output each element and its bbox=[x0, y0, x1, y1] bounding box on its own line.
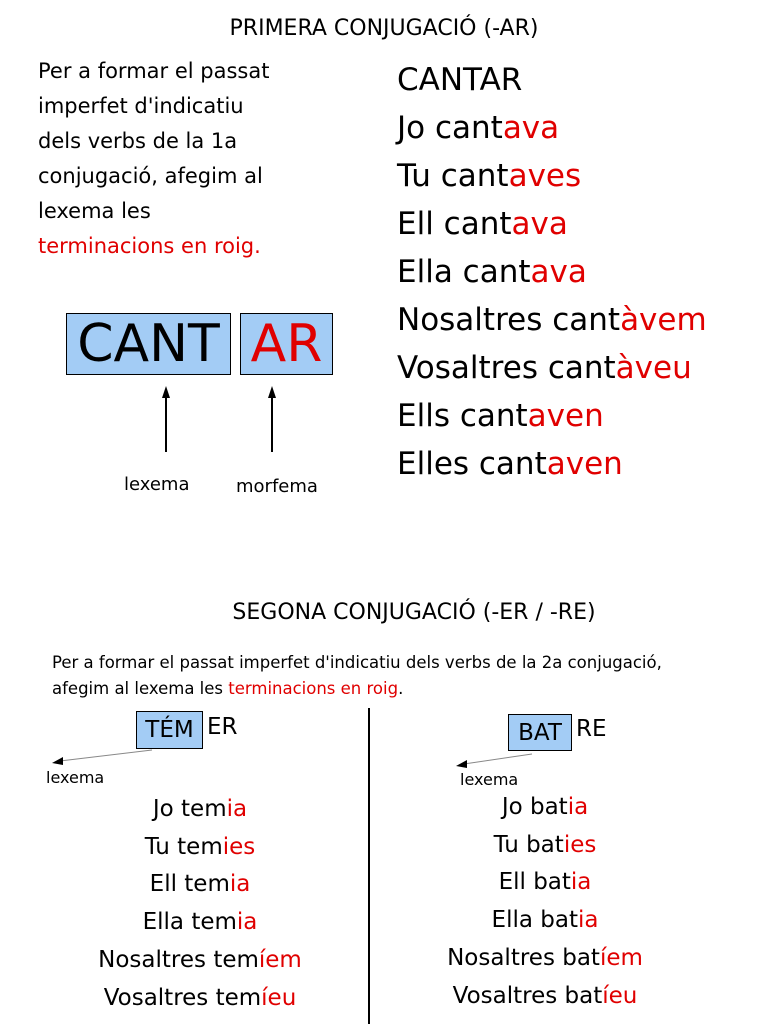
intro-line: imperfet d'indicatiu bbox=[38, 94, 244, 118]
conjugation-row bbox=[397, 440, 707, 488]
column-divider bbox=[368, 708, 370, 1024]
conjugation-ending: íem bbox=[258, 946, 302, 973]
conjugation-ending: ies bbox=[563, 831, 597, 858]
conjugation-ending: ia bbox=[570, 869, 592, 896]
conjugation-stem: Jo bat bbox=[501, 794, 568, 820]
conjugation-ending: ava bbox=[530, 254, 587, 290]
conjugation-row bbox=[385, 827, 705, 865]
conjugation-list-temer bbox=[40, 791, 360, 1017]
intro-line: Per a formar el passat imperfet d'indicatiu dels verbs de la 2a conjugació, bbox=[52, 653, 662, 672]
conjugation-stem: Ella cant bbox=[397, 254, 531, 290]
section1-title: PRIMERA CONJUGACIÓ (-AR) bbox=[229, 16, 539, 41]
conjugation-stem: Nosaltres cant bbox=[397, 302, 621, 338]
conjugation-ending: ia bbox=[236, 909, 258, 936]
conjugation-stem: Jo tem bbox=[152, 796, 227, 822]
label-morfema: morfema bbox=[236, 476, 318, 497]
intro-line: Per a formar el passat bbox=[38, 59, 270, 83]
conjugation-list-batre bbox=[385, 789, 705, 1015]
stem-box-tem: TÉM bbox=[136, 711, 203, 749]
stem-box-cant: CANT bbox=[66, 313, 231, 375]
intro-line bbox=[52, 676, 662, 702]
conjugation-row bbox=[385, 902, 705, 940]
ending-er: ER bbox=[207, 714, 238, 740]
conjugation-stem: Ella bat bbox=[491, 907, 578, 934]
conjugation-row bbox=[40, 866, 360, 904]
conjugation-ending: aven bbox=[546, 446, 623, 482]
conjugation-ending: ia bbox=[577, 907, 599, 934]
conjugation-ending: aven bbox=[527, 398, 604, 434]
conjugation-ending: ava bbox=[511, 206, 568, 242]
conjugation-stem: Vosaltres cant bbox=[397, 350, 616, 386]
conjugation-ending: àvem bbox=[620, 302, 707, 338]
conjugation-ending: ies bbox=[222, 833, 256, 860]
intro-period: . bbox=[398, 679, 404, 698]
conjugation-ending: ia bbox=[567, 794, 589, 820]
conjugation-stem: Ell cant bbox=[397, 206, 512, 242]
conjugation-row bbox=[385, 940, 705, 978]
conjugation-row bbox=[385, 978, 705, 1016]
conjugation-ending: ia bbox=[226, 796, 248, 822]
conjugation-stem: Jo cant bbox=[397, 110, 503, 146]
intro-text: afegim al lexema les bbox=[52, 679, 229, 698]
section2-title: SEGONA CONJUGACIÓ (-ER / -RE) bbox=[232, 600, 596, 625]
label-lexema-left: lexema bbox=[46, 768, 105, 787]
conjugation-row bbox=[397, 296, 707, 344]
conjugation-row bbox=[397, 392, 707, 440]
conjugation-ending: ava bbox=[502, 110, 560, 146]
conjugation-stem: Vosaltres tem bbox=[103, 984, 262, 1011]
conjugation-stem: Tu cant bbox=[397, 158, 509, 194]
arrow-right-icon bbox=[448, 752, 536, 770]
arrow-left-icon bbox=[44, 748, 156, 768]
conjugation-row bbox=[40, 980, 360, 1018]
intro-line: dels verbs de la 1a bbox=[38, 129, 238, 153]
section2-intro bbox=[52, 650, 662, 702]
conjugation-row bbox=[40, 904, 360, 942]
conjugation-row bbox=[40, 791, 360, 829]
conjugation-ending: àveu bbox=[615, 350, 692, 386]
verb-title: CANTAR bbox=[397, 62, 523, 98]
label-lexema: lexema bbox=[124, 474, 190, 495]
conjugation-list-cantar bbox=[397, 104, 707, 488]
conjugation-ending: ia bbox=[229, 871, 251, 898]
conjugation-row bbox=[385, 864, 705, 902]
intro-line: lexema les bbox=[38, 199, 151, 223]
conjugation-ending: íeu bbox=[261, 984, 297, 1011]
conjugation-stem: Ells cant bbox=[397, 398, 528, 434]
intro-red-text: terminacions en roig bbox=[228, 679, 399, 698]
label-lexema-right: lexema bbox=[460, 770, 519, 789]
conjugation-ending: íem bbox=[599, 944, 643, 971]
conjugation-stem: Ell tem bbox=[149, 871, 230, 898]
section1-intro bbox=[38, 54, 358, 264]
ending-re: RE bbox=[576, 716, 607, 742]
intro-red-text: terminacions en roig. bbox=[38, 234, 261, 258]
conjugation-stem: Nosaltres tem bbox=[98, 946, 259, 973]
conjugation-ending: íeu bbox=[602, 982, 638, 1009]
conjugation-stem: Ella tem bbox=[142, 909, 237, 936]
intro-line: conjugació, afegim al bbox=[38, 164, 263, 188]
ending-box-ar: AR bbox=[240, 313, 333, 375]
conjugation-stem: Elles cant bbox=[397, 446, 547, 482]
conjugation-row bbox=[397, 248, 707, 296]
conjugation-stem: Nosaltres bat bbox=[447, 944, 600, 971]
conjugation-stem: Vosaltres bat bbox=[452, 982, 603, 1009]
conjugation-stem: Ell bat bbox=[498, 869, 571, 896]
conjugation-row bbox=[397, 200, 707, 248]
conjugation-stem: Tu bat bbox=[493, 831, 564, 858]
conjugation-row bbox=[397, 104, 707, 152]
conjugation-ending: aves bbox=[508, 158, 582, 194]
conjugation-row bbox=[40, 942, 360, 980]
conjugation-row bbox=[385, 789, 705, 827]
stem-box-bat: BAT bbox=[508, 714, 572, 751]
conjugation-stem: Tu tem bbox=[144, 833, 223, 860]
conjugation-row bbox=[397, 152, 707, 200]
conjugation-row bbox=[397, 344, 707, 392]
conjugation-row bbox=[40, 829, 360, 867]
